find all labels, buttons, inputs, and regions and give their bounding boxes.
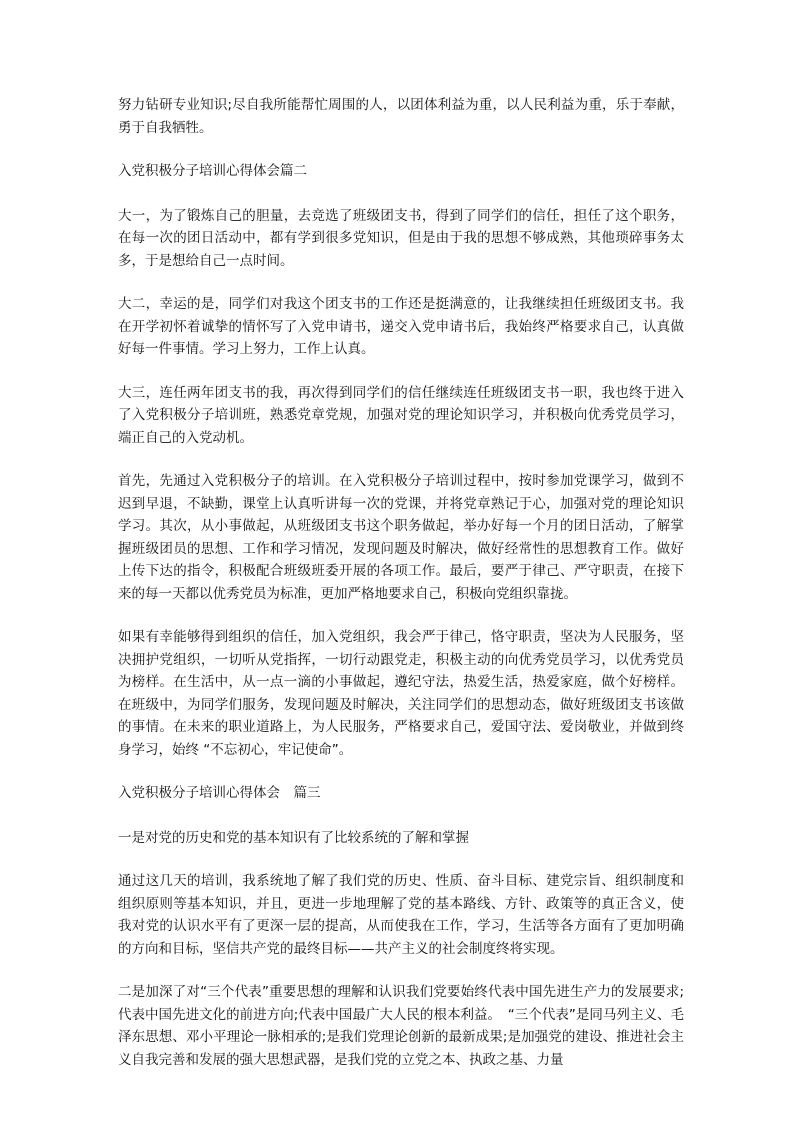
paragraph-point-one-title: 一是对党的历史和党的基本知识有了比较系统的了解和掌握 bbox=[118, 829, 469, 846]
paragraph-commitment: 如果有幸能够得到组织的信任，加入党组织，我会严于律己，恪守职责，坚决为人民服务，坚决拥护党组织，一切听从党指挥，一切行动跟党走，积极主动的向优秀党员学习，以优秀党员为榜样。在生活中，从一点一滴的小事做起，遵纪守法，热爱生活，热爱家庭，做个好榜样。在班级中，为同学们服务，发现问题及时解决，关注同学们的思想动态，做好班级团支书该做的事情。在未来的职业道路上，为人民服务，严格要求自己，爱国守法、爱岗敬业，并做到终身学习，始终 “不忘初心，牢记使命”。 bbox=[118, 629, 684, 758]
section-heading-part-two: 入党积极分子培训心得体会篇二 bbox=[118, 163, 307, 179]
paragraph-training-plan: 首先，先通过入党积极分子的培训。在入党积极分子培训过程中，按时参加党课学习，做到不迟到早退，不缺勤，课堂上认真听讲每一次的党课，并将党章熟记于心，加强对党的理论知识学习。其次，从小事做起，从班级团支书这个职务做起，举办好每一个月的团日活动，了解掌握班级团员的思想、工作和学习情况，发现问题及时解决，做好经常性的思想教育工作。做好上传下达的指令，积极配合班级班委开展的各项工作。最后，要严于律己、严守职责，在接下来的每一天都以优秀党员为标准，更加严格地要求自己，积极向党组织靠拢。 bbox=[118, 473, 684, 602]
document-body bbox=[118, 94, 684, 1092]
paragraph-junior-year: 大三，连任两年团支书的我，再次得到同学们的信任继续连任班级团支书一职，我也终于进入了入党积极分子培训班，熟悉党章党规，加强对党的理论知识学习，并积极向优秀党员学习，端正自己的入党动机。 bbox=[118, 384, 684, 446]
paragraph-point-one-body: 通过这几天的培训，我系统地了解了我们党的历史、性质、奋斗目标、建党宗旨、组织制度和组织原则等基本知识，并且，更进一步地理解了党的基本路线、方针、政策等的真正含义，使我对党的认识水平有了更深一层的提高，从而使我在工作，学习，生活等各方面有了更加明确的方向和目标，坚信共产党的最终目标——共产主义的社会制度终将实现。 bbox=[118, 873, 684, 957]
section-heading-part-three: 入党积极分子培训心得体会 篇三 bbox=[118, 785, 321, 801]
paragraph-freshman-year: 大一，为了锻炼自己的胆量，去竞选了班级团支书，得到了同学们的信任，担任了这个职务，在每一次的团日活动中，都有学到很多党知识，但是由于我的思想不够成熟，其他琐碎事务太多，于是想给自己一点时间。 bbox=[118, 207, 684, 269]
paragraph-intro: 努力钻研专业知识;尽自我所能帮忙周围的人，以团体利益为重，以人民利益为重，乐于奉献，勇于自我牺牲。 bbox=[118, 97, 684, 136]
paragraph-sophomore-year: 大二，幸运的是，同学们对我这个团支书的工作还是挺满意的，让我继续担任班级团支书。我在开学初怀着诚挚的情怀写了入党申请书，递交入党申请书后，我始终严格要求自己，认真做好每一件事情。学习上努力，工作上认真。 bbox=[118, 296, 684, 357]
paragraph-point-two: 二是加深了对“三个代表”重要思想的理解和认识我们党要始终代表中国先进生产力的发展要求;代表中国先进文化的前进方向;代表中国最广大人民的根本利益。 “三个代表”是同马列主义、毛泽东思想、邓小平理论一脉相承的;是我们党理论创新的最新成果;是加强党的建设、推进社会主义自我完善和发展的强大思想武器，是我们党的立党之本、执政之基、力量 bbox=[118, 984, 684, 1068]
